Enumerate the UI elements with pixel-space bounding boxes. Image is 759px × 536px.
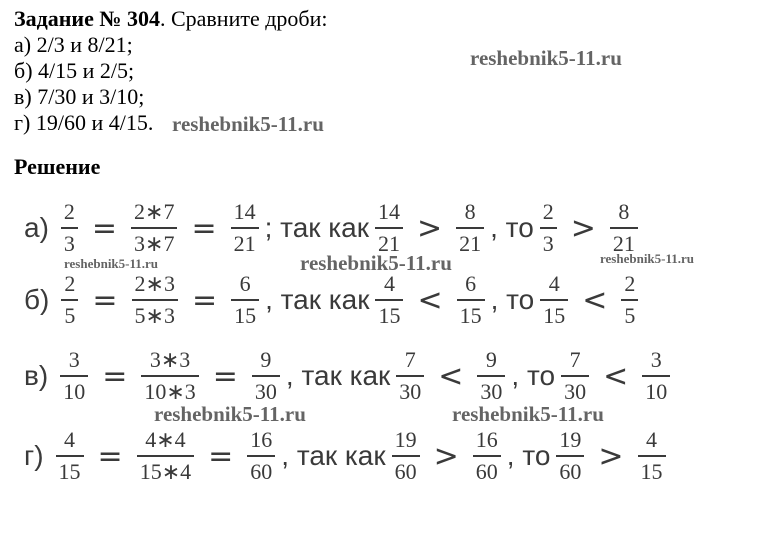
row-label: а) <box>24 212 49 243</box>
numerator: 16 <box>475 427 498 452</box>
connector-text: , то <box>511 360 556 391</box>
watermark: reshebnik5-11.ru <box>172 112 324 136</box>
numerator: 4∗4 <box>145 427 186 452</box>
task-item-c: в) 7/30 и 3/10; <box>14 84 145 109</box>
numerator: 2 <box>64 271 76 296</box>
fraction <box>131 199 177 257</box>
denominator: 15 <box>543 303 566 328</box>
fraction <box>540 199 557 257</box>
denominator: 30 <box>254 379 277 404</box>
fraction <box>477 347 505 405</box>
operator: > <box>598 438 624 474</box>
row-label: б) <box>24 284 50 315</box>
solution-title: Решение <box>14 154 101 179</box>
operator: > <box>416 210 443 246</box>
numerator: 2 <box>624 271 636 296</box>
fraction <box>137 427 194 485</box>
numerator: 8 <box>618 199 630 224</box>
denominator: 15 <box>459 303 482 328</box>
denominator: 10 <box>645 379 668 404</box>
numerator: 9 <box>260 347 272 372</box>
numerator: 2∗7 <box>134 199 175 224</box>
watermark: reshebnik5-11.ru <box>300 251 452 275</box>
denominator: 5 <box>624 303 636 328</box>
fraction <box>561 347 589 405</box>
denominator: 21 <box>459 231 482 256</box>
numerator: 9 <box>485 347 497 372</box>
operator: = <box>102 358 128 394</box>
fraction <box>247 427 275 485</box>
numerator: 2 <box>63 199 75 224</box>
denominator: 21 <box>377 231 400 256</box>
denominator: 21 <box>612 231 635 256</box>
denominator: 15 <box>234 303 257 328</box>
denominator: 3 <box>63 231 75 256</box>
watermark: reshebnik5-11.ru <box>452 402 604 426</box>
watermark: reshebnik5-11.ru <box>470 46 622 70</box>
operator: < <box>438 358 464 394</box>
fraction <box>621 271 638 329</box>
numerator: 4 <box>548 271 560 296</box>
fraction <box>396 347 424 405</box>
fraction <box>392 427 420 485</box>
numerator: 6 <box>465 271 477 296</box>
numerator: 19 <box>394 427 417 452</box>
fraction <box>61 199 78 257</box>
numerator: 16 <box>250 427 273 452</box>
solution-row <box>24 424 670 488</box>
fraction <box>540 271 568 329</box>
operator: < <box>417 282 443 318</box>
fraction <box>556 427 584 485</box>
connector-text: , так как <box>285 360 391 391</box>
operator: = <box>97 438 123 474</box>
task-item-a: а) 2/3 и 8/21; <box>14 32 133 57</box>
fraction <box>473 427 501 485</box>
numerator: 3 <box>68 347 80 372</box>
numerator: 3∗3 <box>149 347 191 372</box>
denominator: 5 <box>64 303 76 328</box>
denominator: 60 <box>394 459 417 484</box>
task-number: Задание № 304 <box>14 6 160 31</box>
fraction <box>61 271 78 329</box>
solution-row <box>24 344 674 408</box>
operator: = <box>212 358 238 394</box>
connector-text: , то <box>506 440 551 471</box>
fraction <box>610 199 638 257</box>
connector-text: ; так как <box>264 212 369 243</box>
task-instruction: . Сравните дроби: <box>159 6 328 31</box>
numerator: 4 <box>64 427 76 452</box>
connector-text: , то <box>490 284 535 315</box>
fraction <box>456 199 484 257</box>
denominator: 5∗3 <box>134 303 175 328</box>
numerator: 8 <box>464 199 476 224</box>
operator: = <box>191 282 218 318</box>
denominator: 10 <box>63 379 86 404</box>
denominator: 15 <box>58 459 81 484</box>
denominator: 30 <box>564 379 587 404</box>
numerator: 4 <box>383 271 395 296</box>
denominator: 60 <box>250 459 273 484</box>
row-label: в) <box>24 360 49 391</box>
task-item-b: б) 4/15 и 2/5; <box>14 58 135 83</box>
fraction <box>252 347 280 405</box>
denominator: 3∗7 <box>134 231 175 256</box>
task-item-d: г) 19/60 и 4/15. <box>14 110 154 135</box>
denominator: 15 <box>640 459 663 484</box>
numerator: 4 <box>646 427 658 452</box>
denominator: 30 <box>399 379 422 404</box>
operator: > <box>433 438 459 474</box>
numerator: 7 <box>569 347 581 372</box>
numerator: 14 <box>377 199 400 224</box>
fraction <box>642 347 670 405</box>
denominator: 10∗3 <box>144 379 196 404</box>
numerator: 14 <box>233 199 256 224</box>
fraction <box>457 271 485 329</box>
numerator: 3 <box>650 347 662 372</box>
operator: < <box>582 282 608 318</box>
solution-row <box>24 268 642 332</box>
operator: = <box>91 210 118 246</box>
connector-text: , так как <box>281 440 386 471</box>
fraction <box>638 427 666 485</box>
denominator: 60 <box>559 459 582 484</box>
operator: > <box>570 210 596 246</box>
denominator: 3 <box>542 231 554 256</box>
watermark: reshebnik5-11.ru <box>154 402 306 426</box>
fraction <box>60 347 88 405</box>
denominator: 15 <box>378 303 401 328</box>
watermark: reshebnik5-11.ru <box>600 251 695 266</box>
operator: = <box>92 282 118 318</box>
numerator: 6 <box>239 271 251 296</box>
connector-text: , то <box>490 212 534 243</box>
denominator: 21 <box>233 231 256 256</box>
operator: = <box>208 438 234 474</box>
fraction <box>231 199 259 257</box>
denominator: 60 <box>475 459 498 484</box>
watermark: reshebnik5-11.ru <box>64 256 159 271</box>
denominator: 30 <box>480 379 503 404</box>
denominator: 15∗4 <box>139 459 192 484</box>
fraction <box>231 271 259 329</box>
numerator: 2 <box>542 199 554 224</box>
fraction <box>132 271 178 329</box>
numerator: 19 <box>559 427 582 452</box>
numerator: 2∗3 <box>134 271 175 296</box>
fraction <box>56 427 84 485</box>
fraction <box>375 199 403 257</box>
operator: = <box>191 210 217 246</box>
numerator: 7 <box>404 347 416 372</box>
connector-text: , так как <box>265 284 370 315</box>
fraction <box>375 271 403 329</box>
fraction <box>141 347 198 405</box>
operator: < <box>603 358 629 394</box>
row-label: г) <box>24 440 44 471</box>
task-header <box>14 6 328 32</box>
